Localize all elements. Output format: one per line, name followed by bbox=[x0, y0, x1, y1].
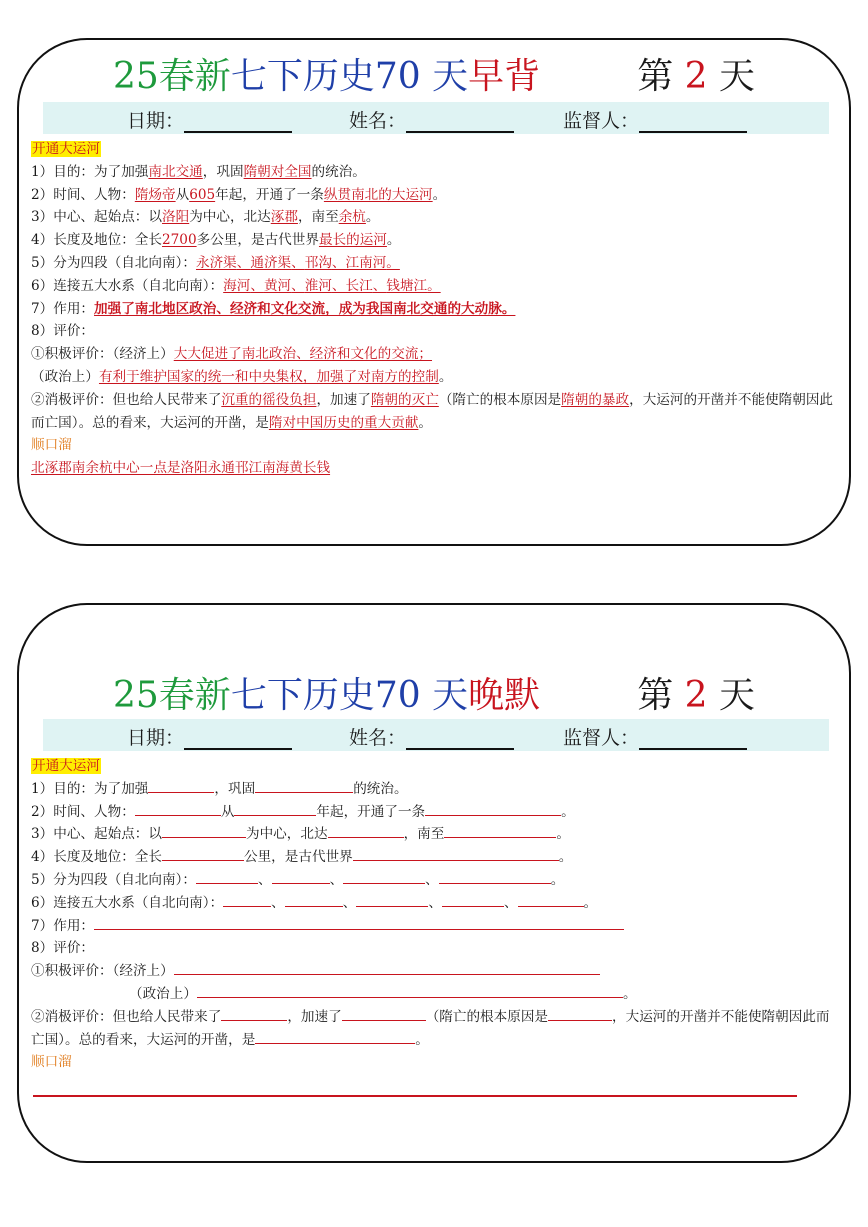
answer-blank[interactable] bbox=[223, 892, 271, 907]
title-part-c: 早背 bbox=[468, 56, 541, 97]
date-field bbox=[127, 723, 292, 750]
text: 多公里，是古代世界 bbox=[196, 232, 319, 249]
text: 5）分为四段（自北向南）： bbox=[31, 871, 196, 888]
text: 3）中心、起始点：以 bbox=[31, 209, 162, 226]
answer: 2700 bbox=[162, 232, 197, 249]
answer-blank[interactable] bbox=[255, 778, 353, 793]
text: 2）时间、人物： bbox=[31, 186, 135, 203]
day-number: 2 bbox=[684, 56, 708, 97]
text: ，巩固 bbox=[214, 780, 256, 797]
text: 1）目的：为了加强 bbox=[31, 163, 149, 180]
answer: 605 bbox=[189, 186, 216, 203]
answer-blank[interactable] bbox=[356, 892, 428, 907]
topic-heading: 开通大运河 bbox=[32, 141, 100, 157]
text: ，大运河的开凿并不能使隋朝因此而亡国）。总的看来，大运河的开凿，是 bbox=[31, 1008, 830, 1048]
text: 公里，是古代世界 bbox=[244, 849, 353, 866]
separator: 、 bbox=[372, 277, 387, 294]
text: 。 bbox=[622, 985, 637, 1002]
answer-blank[interactable] bbox=[548, 1006, 612, 1021]
answer-blank[interactable] bbox=[148, 778, 214, 793]
text: 1）目的：为了加强 bbox=[31, 780, 149, 797]
item-function bbox=[31, 915, 843, 938]
answer: 涿郡 bbox=[270, 209, 298, 226]
separator: 、 bbox=[331, 277, 346, 294]
answer: 邗沟 bbox=[304, 254, 332, 271]
text: ②消极评价：但也给人民带来了 bbox=[31, 1008, 222, 1025]
answer: 长江 bbox=[345, 277, 373, 294]
separator: 、 bbox=[291, 277, 305, 294]
item-time-person bbox=[31, 184, 843, 207]
answer: 隋炀帝 bbox=[134, 186, 176, 203]
text: 。 bbox=[415, 1031, 429, 1048]
answer: 隋对中国历史的重大贡献 bbox=[268, 414, 419, 431]
text: ，加速了 bbox=[316, 391, 371, 408]
item-evaluation: 8）评价： bbox=[31, 940, 95, 957]
answer-blank[interactable] bbox=[255, 1029, 415, 1044]
answer-blank[interactable] bbox=[518, 892, 584, 907]
answer-blank[interactable] bbox=[162, 846, 244, 861]
answer-blank[interactable] bbox=[285, 892, 343, 907]
text: （政治上） bbox=[31, 368, 99, 385]
answer-blank[interactable] bbox=[162, 823, 246, 838]
text: ①积极评价：（经济上） bbox=[31, 346, 174, 363]
morning-content bbox=[31, 138, 843, 480]
evening-info-bar bbox=[43, 719, 829, 751]
text: 、 bbox=[271, 894, 285, 911]
text: 从 bbox=[220, 803, 235, 820]
date-blank[interactable] bbox=[184, 113, 292, 133]
name-field bbox=[349, 723, 514, 750]
text: 、 bbox=[329, 871, 344, 888]
evening-card bbox=[17, 603, 851, 1163]
answer-blank[interactable] bbox=[328, 823, 404, 838]
answer: 隋朝的暴政 bbox=[561, 391, 630, 408]
rhyme-label: 顺口溜 bbox=[31, 1054, 72, 1071]
text: 6）连接五大水系（自北向南）： bbox=[31, 277, 224, 294]
text: ②消极评价：但也给人民带来了 bbox=[31, 391, 222, 408]
answer-blank[interactable] bbox=[342, 1006, 426, 1021]
answer: 南北交通 bbox=[148, 163, 203, 180]
text: 6）连接五大水系（自北向南）： bbox=[31, 894, 224, 911]
text: 4）长度及地位：全长 bbox=[31, 232, 162, 249]
answer: 最长的运河 bbox=[318, 232, 387, 249]
text: 为中心，北达 bbox=[246, 826, 328, 843]
text: 、 bbox=[257, 871, 272, 888]
text: 。 bbox=[558, 849, 573, 866]
supervisor-field bbox=[563, 723, 747, 750]
text: （政治上） bbox=[129, 985, 197, 1002]
text: 。 bbox=[365, 209, 380, 226]
answer: 永济渠 bbox=[195, 254, 237, 271]
text: 。 bbox=[386, 232, 401, 249]
text: ，巩固 bbox=[202, 163, 244, 180]
topic-heading: 开通大运河 bbox=[32, 758, 100, 774]
name-label: 姓名： bbox=[349, 727, 407, 749]
answer: 黄河 bbox=[263, 277, 292, 294]
answer: 大大促进了南北政治、经济和文化的交流； bbox=[173, 346, 433, 363]
text: 4）长度及地位：全长 bbox=[31, 849, 162, 866]
day-prefix: 第 bbox=[637, 56, 685, 97]
item-purpose bbox=[31, 161, 843, 184]
text: 年起，开通了一条 bbox=[215, 186, 324, 203]
item-negative bbox=[31, 389, 843, 435]
text: 年起，开通了一条 bbox=[316, 803, 426, 820]
text: 的统治。 bbox=[311, 163, 366, 180]
answer-blank[interactable] bbox=[196, 869, 258, 884]
text: 。 bbox=[550, 871, 565, 888]
answer-blank[interactable] bbox=[94, 915, 624, 930]
text: 5）分为四段（自北向南）： bbox=[31, 254, 196, 271]
separator: 。 bbox=[427, 277, 441, 294]
title-part-a: 25春新 bbox=[113, 56, 231, 97]
item-positive bbox=[31, 343, 843, 366]
text: 、 bbox=[428, 894, 442, 911]
text: ，大运河的开凿并不能使隋朝因此而亡国）。总的看来，大运河的开凿，是 bbox=[31, 391, 834, 431]
name-field bbox=[349, 106, 514, 133]
item-length bbox=[31, 846, 843, 869]
item-positive-political bbox=[31, 366, 843, 389]
name-blank[interactable] bbox=[406, 730, 514, 750]
text: 。 bbox=[556, 826, 570, 843]
text: 2）时间、人物： bbox=[31, 803, 135, 820]
answer: 隋朝的灭亡 bbox=[370, 391, 439, 408]
answer-blank[interactable] bbox=[174, 960, 600, 975]
supervisor-field bbox=[563, 106, 747, 133]
text: 。 bbox=[418, 414, 433, 431]
text: ，南至 bbox=[297, 209, 339, 226]
text: 7）作用： bbox=[31, 300, 95, 317]
text: ，南至 bbox=[403, 826, 445, 843]
supervisor-label: 监督人： bbox=[563, 110, 640, 132]
day-suffix: 天 bbox=[707, 56, 755, 97]
text: 7）作用： bbox=[31, 917, 95, 934]
text: 。 bbox=[432, 186, 447, 203]
morning-card bbox=[17, 38, 851, 546]
text: 、 bbox=[425, 871, 439, 888]
item-time-person bbox=[31, 801, 843, 824]
evening-day-label bbox=[637, 667, 755, 718]
answer: 淮河 bbox=[304, 277, 332, 294]
text: 为中心，北达 bbox=[189, 209, 271, 226]
evening-title bbox=[113, 667, 540, 718]
text: 、 bbox=[503, 894, 518, 911]
item-center bbox=[31, 823, 843, 846]
day-suffix: 天 bbox=[707, 675, 755, 716]
title-part-a: 25春新 bbox=[113, 675, 231, 716]
answer: 沉重的徭役负担 bbox=[221, 391, 317, 408]
rhyme-answer-blank[interactable] bbox=[33, 1095, 797, 1097]
answer: 海河 bbox=[223, 277, 251, 294]
name-label: 姓名： bbox=[349, 110, 407, 132]
item-center bbox=[31, 206, 843, 229]
answer: 江南河 bbox=[345, 254, 387, 271]
supervisor-label: 监督人： bbox=[563, 727, 640, 749]
text: 3）中心、起始点：以 bbox=[31, 826, 162, 843]
answer-blank[interactable] bbox=[272, 869, 330, 884]
date-field bbox=[127, 106, 292, 133]
date-label: 日期： bbox=[127, 110, 185, 132]
rhyme-text: 北涿郡南余杭中心一点是洛阳永通邗江南海黄长钱 bbox=[31, 460, 331, 477]
answer: 纵贯南北的大运河 bbox=[323, 186, 433, 203]
answer-blank[interactable] bbox=[234, 801, 316, 816]
text: 。 bbox=[561, 803, 575, 820]
item-sections bbox=[31, 869, 843, 892]
title-part-c: 晚默 bbox=[468, 675, 541, 716]
day-prefix: 第 bbox=[637, 675, 685, 716]
answer-blank[interactable] bbox=[197, 983, 623, 998]
morning-title bbox=[113, 48, 540, 99]
answer-blank[interactable] bbox=[135, 801, 221, 816]
answer: 隋朝对全国 bbox=[243, 163, 312, 180]
supervisor-blank[interactable] bbox=[639, 730, 747, 750]
answer: 余杭 bbox=[338, 209, 366, 226]
supervisor-blank[interactable] bbox=[639, 113, 747, 133]
answer: 加强了南北地区政治、经济和文化交流，成为我国南北交通的大动脉。 bbox=[94, 300, 516, 317]
separator: 、 bbox=[331, 254, 346, 271]
separator: 、 bbox=[236, 254, 251, 271]
evening-content bbox=[31, 755, 843, 1074]
text: 、 bbox=[342, 894, 357, 911]
separator: 、 bbox=[250, 277, 264, 294]
text: （隋亡的根本原因是 bbox=[438, 391, 562, 408]
name-blank[interactable] bbox=[406, 113, 514, 133]
text: 。 bbox=[438, 368, 453, 385]
item-negative bbox=[31, 1006, 843, 1052]
text: ①积极评价：（经济上） bbox=[31, 963, 174, 980]
rhyme-label: 顺口溜 bbox=[31, 437, 72, 454]
item-function bbox=[31, 298, 843, 321]
item-positive bbox=[31, 960, 843, 983]
separator: 、 bbox=[291, 254, 305, 271]
text: 。 bbox=[583, 894, 598, 911]
answer: 通济渠 bbox=[250, 254, 292, 271]
morning-day-label bbox=[637, 48, 755, 99]
title-part-b: 七下历史70 天 bbox=[230, 675, 469, 716]
answer: 洛阳 bbox=[162, 209, 190, 226]
item-sections bbox=[31, 252, 843, 275]
item-positive-political bbox=[31, 983, 843, 1006]
answer: 钱塘江 bbox=[386, 277, 428, 294]
item-evaluation: 8）评价： bbox=[31, 323, 95, 340]
answer-blank[interactable] bbox=[353, 846, 559, 861]
date-label: 日期： bbox=[127, 727, 185, 749]
separator: 。 bbox=[386, 254, 400, 271]
answer: 有利于维护国家的统一和中央集权，加强了对南方的控制 bbox=[98, 368, 439, 385]
answer-blank[interactable] bbox=[442, 892, 504, 907]
text: （隋亡的根本原因是 bbox=[425, 1008, 549, 1025]
text: 的统治。 bbox=[353, 780, 408, 797]
answer-blank[interactable] bbox=[444, 823, 556, 838]
answer-blank[interactable] bbox=[221, 1006, 287, 1021]
text: 从 bbox=[175, 186, 190, 203]
date-blank[interactable] bbox=[184, 730, 292, 750]
answer-blank[interactable] bbox=[343, 869, 425, 884]
morning-info-bar bbox=[43, 102, 829, 134]
item-rivers bbox=[31, 275, 843, 298]
answer-blank[interactable] bbox=[439, 869, 551, 884]
day-number: 2 bbox=[684, 675, 708, 716]
text: ，加速了 bbox=[287, 1008, 342, 1025]
item-purpose bbox=[31, 778, 843, 801]
title-part-b: 七下历史70 天 bbox=[230, 56, 469, 97]
item-rivers bbox=[31, 892, 843, 915]
item-length bbox=[31, 229, 843, 252]
answer-blank[interactable] bbox=[425, 801, 561, 816]
